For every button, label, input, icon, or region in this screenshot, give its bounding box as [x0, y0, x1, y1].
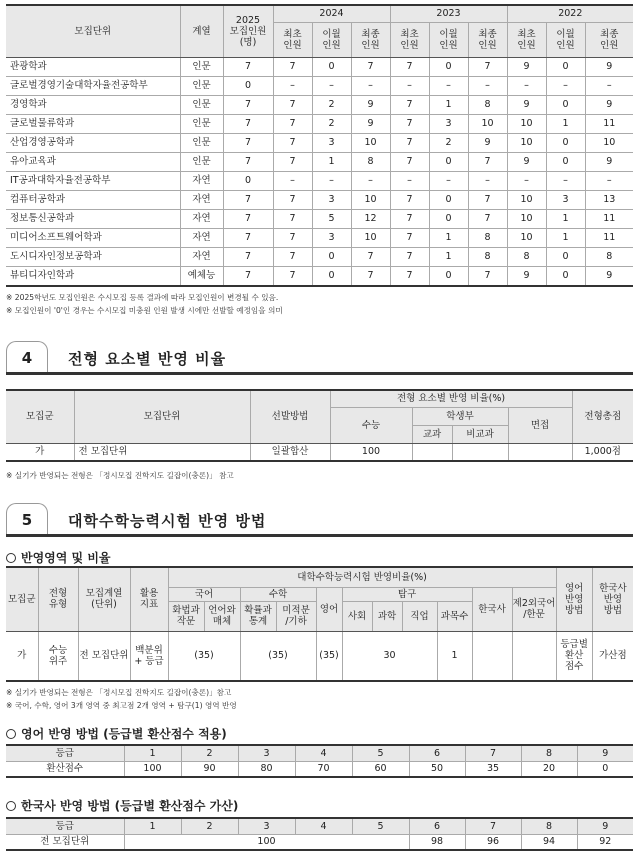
circle-icon — [6, 729, 16, 739]
section-5-header — [6, 503, 633, 537]
cell-value: 10 — [351, 190, 390, 209]
table-row — [6, 114, 633, 133]
cell-value: – — [273, 171, 312, 190]
subheader-2023-0: 최초 인원 — [390, 22, 429, 57]
cell-value: 7 — [223, 247, 273, 266]
cell-value: 0 — [429, 190, 468, 209]
col-nonsubj-header: 비교과 — [452, 425, 508, 443]
col-k1-header: 화법과 작문 — [168, 601, 204, 631]
cell-kor: (35) — [168, 631, 240, 681]
score-grade-3: 80 — [238, 761, 295, 777]
cell-value: 0 — [429, 266, 468, 286]
grade-8: 8 — [521, 745, 577, 761]
cell-value: – — [429, 76, 468, 95]
cell-track: 자연 — [180, 209, 223, 228]
cell-value: 11 — [585, 228, 633, 247]
cell-value: 7 — [273, 133, 312, 152]
subheader-2023-1: 이월 인원 — [429, 22, 468, 57]
subheader-2022-1: 이월 인원 — [546, 22, 585, 57]
grade-7: 7 — [465, 745, 521, 761]
cell-value: – — [468, 171, 507, 190]
score-grade-1: 100 — [124, 761, 181, 777]
grade-4: 4 — [295, 745, 352, 761]
col-unit-header: 모집단위 — [74, 390, 250, 443]
cell-value: 7 — [273, 95, 312, 114]
cell-value: 12 — [351, 209, 390, 228]
col-track-header: 계열 — [180, 5, 223, 57]
cell-value: 0 — [312, 266, 351, 286]
grade-5: 5 — [352, 818, 409, 834]
selection-ratio-table — [6, 389, 633, 462]
cell-value: 3 — [312, 133, 351, 152]
subheader-2024-0: 최초 인원 — [273, 22, 312, 57]
cell-interview — [508, 443, 572, 461]
cell-unit: 경영학과 — [6, 95, 180, 114]
cell-value: 3 — [546, 190, 585, 209]
cell-value: 7 — [273, 190, 312, 209]
cell-track: 인문 — [180, 76, 223, 95]
cell-value: 1 — [429, 228, 468, 247]
cell-value: – — [546, 171, 585, 190]
cell-unit: 뷰티디자인학과 — [6, 266, 180, 286]
cell-value: 10 — [585, 133, 633, 152]
score-grade-9: 0 — [577, 761, 633, 777]
cell-value: 1 — [546, 114, 585, 133]
circle-icon — [6, 801, 16, 811]
cell-value: 9 — [507, 152, 546, 171]
subsection-ratio: 반영영역 및 비율 — [6, 549, 111, 566]
cell-track: 자연 — [180, 190, 223, 209]
cell-value: 9 — [585, 266, 633, 286]
grade-2: 2 — [181, 745, 238, 761]
cell-value: – — [507, 76, 546, 95]
cell-value: 7 — [468, 57, 507, 76]
col-i1-header: 사회 — [342, 601, 372, 631]
cell-value: – — [390, 171, 429, 190]
cell-lang2 — [512, 631, 556, 681]
cell-value: 0 — [546, 247, 585, 266]
score-grade-6: 98 — [409, 834, 465, 850]
cell-value: 7 — [390, 228, 429, 247]
cell-value: 7 — [390, 114, 429, 133]
grade-header: 등급 — [6, 818, 124, 834]
col-hist-header: 한국사 — [472, 587, 512, 631]
col-2025-header: 2025 모집인원 (명) — [223, 5, 273, 57]
cell-value: 1 — [429, 247, 468, 266]
col-i3-header: 직업 — [402, 601, 437, 631]
cell-value: 7 — [273, 152, 312, 171]
year-2022-header: 2022 — [507, 5, 633, 22]
cell-value: 7 — [273, 228, 312, 247]
cell-value: 9 — [507, 57, 546, 76]
cell-value: 1 — [429, 95, 468, 114]
cell-value: 8 — [507, 247, 546, 266]
cell-value: 5 — [312, 209, 351, 228]
score-grade-7: 35 — [465, 761, 521, 777]
cell-method: 일괄합산 — [250, 443, 330, 461]
cell-value: 0 — [429, 209, 468, 228]
col-unit-header: 모집계열 (단위) — [78, 567, 130, 631]
cell-track: 자연 — [180, 228, 223, 247]
cell-value: 1 — [546, 209, 585, 228]
cell-value: 2 — [312, 114, 351, 133]
col-i4-header: 과목수 — [437, 601, 472, 631]
cell-track: 인문 — [180, 114, 223, 133]
cell-value: 7 — [223, 228, 273, 247]
col-total-header: 전형총점 — [572, 390, 633, 443]
cell-value: 7 — [390, 57, 429, 76]
unit-label: 전 모집단위 — [6, 834, 124, 850]
cell-unit: 전 모집단위 — [74, 443, 250, 461]
admission-history-table — [6, 4, 633, 287]
cell-value: 7 — [390, 190, 429, 209]
col-hist-method-header: 한국사 반영 방법 — [592, 567, 633, 631]
cell-value: 1 — [546, 228, 585, 247]
subheader-2023-2: 최종 인원 — [468, 22, 507, 57]
cell-unit: 컴퓨터공학과 — [6, 190, 180, 209]
col-math-header: 수학 — [240, 587, 316, 601]
section-title: 전형 요소별 반영 비율 — [68, 350, 227, 368]
cell-value: 7 — [390, 152, 429, 171]
cell-value: 7 — [223, 57, 273, 76]
section-divider — [6, 534, 633, 537]
grade-2: 2 — [181, 818, 238, 834]
cell-value: 0 — [223, 171, 273, 190]
cell-value: 3 — [312, 228, 351, 247]
cell-value: 7 — [223, 133, 273, 152]
cell-inq: 30 — [342, 631, 437, 681]
circle-icon — [6, 553, 16, 563]
cell-value: 7 — [468, 266, 507, 286]
cell-unit: 산업경영공학과 — [6, 133, 180, 152]
table-row — [6, 266, 633, 286]
table-row — [6, 247, 633, 266]
table-row — [6, 95, 633, 114]
cell-sn: 100 — [330, 443, 412, 461]
cell-nonsubj — [452, 443, 508, 461]
note-3b: ※ 국어, 수학, 영어 3개 영역 중 최고점 2개 영역 + 탐구(1) 영역 반영 — [6, 701, 237, 710]
section-4-header — [6, 341, 633, 375]
table-row — [6, 443, 633, 461]
cell-value: 1 — [312, 152, 351, 171]
col-i2-header: 과학 — [372, 601, 402, 631]
grade-1: 1 — [124, 745, 181, 761]
section-number: 4 — [6, 341, 48, 374]
note-1a: ※ 2025학년도 모집인원은 수시모집 등록 결과에 따라 모집인원이 변경될 수 있음. — [6, 293, 279, 302]
cell-value: 0 — [546, 266, 585, 286]
cell-value: 7 — [223, 95, 273, 114]
note-1b: ※ 모집인원이 '0'인 경우는 수시모집 미충원 인원 발생 시에만 선발할 예정임을 의미 — [6, 306, 283, 315]
cell-value: 7 — [390, 209, 429, 228]
cell-value: 7 — [351, 57, 390, 76]
cell-value: 7 — [273, 209, 312, 228]
section-title: 대학수학능력시험 반영 방법 — [68, 512, 267, 530]
grade-6: 6 — [409, 818, 465, 834]
cell-value: 0 — [223, 76, 273, 95]
cell-value: 7 — [351, 247, 390, 266]
cell-type: 수능 위주 — [38, 631, 78, 681]
cell-value: – — [429, 171, 468, 190]
csat-ratio-header: 대학수학능력시험 반영비율(%) — [168, 567, 556, 587]
col-subj-header: 교과 — [412, 425, 452, 443]
cell-value: 7 — [223, 190, 273, 209]
cell-hist-method: 가산점 — [592, 631, 633, 681]
cell-track: 예체능 — [180, 266, 223, 286]
cell-value: – — [585, 171, 633, 190]
cell-value: 0 — [429, 57, 468, 76]
cell-value: 9 — [507, 95, 546, 114]
cell-value: 2 — [429, 133, 468, 152]
cell-value: 8 — [468, 247, 507, 266]
cell-inq-count: 1 — [437, 631, 472, 681]
cell-value: 8 — [585, 247, 633, 266]
cell-value: 7 — [273, 57, 312, 76]
col-kor-header: 국어 — [168, 587, 240, 601]
english-score-table — [6, 744, 633, 778]
subheader-2024-2: 최종 인원 — [351, 22, 390, 57]
cell-value: 3 — [312, 190, 351, 209]
table-row — [6, 171, 633, 190]
cell-track: 자연 — [180, 171, 223, 190]
grade-4: 4 — [295, 818, 352, 834]
cell-value: 7 — [351, 266, 390, 286]
col-group-header: 모집군 — [6, 390, 74, 443]
score-grade-8: 94 — [521, 834, 577, 850]
cell-track: 자연 — [180, 247, 223, 266]
cell-unit: 글로벌경영기술대학자율전공학부 — [6, 76, 180, 95]
cell-value: 9 — [585, 95, 633, 114]
score-grade-5: 60 — [352, 761, 409, 777]
history-score-table — [6, 817, 633, 851]
table-row — [6, 133, 633, 152]
score-grade-4: 70 — [295, 761, 352, 777]
cell-value: – — [585, 76, 633, 95]
grade-7: 7 — [465, 818, 521, 834]
year-2023-header: 2023 — [390, 5, 507, 22]
cell-group: 가 — [6, 443, 74, 461]
score-grade-2: 90 — [181, 761, 238, 777]
cell-value: 7 — [468, 190, 507, 209]
cell-value: – — [351, 76, 390, 95]
cell-value: – — [312, 76, 351, 95]
cell-math: (35) — [240, 631, 316, 681]
cell-track: 인문 — [180, 57, 223, 76]
cell-value: 0 — [546, 57, 585, 76]
table-row — [6, 190, 633, 209]
cell-group: 가 — [6, 631, 38, 681]
col-school-header: 학생부 — [412, 407, 508, 425]
cell-value: 7 — [390, 247, 429, 266]
cell-value: 7 — [390, 133, 429, 152]
score-cell-1-5: 100 — [124, 834, 409, 850]
cell-value: 10 — [468, 114, 507, 133]
cell-value: 7 — [468, 152, 507, 171]
cell-unit: 전 모집단위 — [78, 631, 130, 681]
table-row — [6, 631, 633, 681]
cell-value: 3 — [429, 114, 468, 133]
cell-value: – — [507, 171, 546, 190]
grade-3: 3 — [238, 745, 295, 761]
cell-value: 7 — [223, 209, 273, 228]
score-grade-6: 50 — [409, 761, 465, 777]
col-group-header: 모집군 — [6, 567, 38, 631]
cell-value: – — [390, 76, 429, 95]
cell-value: 2 — [312, 95, 351, 114]
cell-value: 7 — [273, 114, 312, 133]
cell-unit: 유아교육과 — [6, 152, 180, 171]
cell-value: – — [468, 76, 507, 95]
col-type-header: 전형 유형 — [38, 567, 78, 631]
score-label: 환산점수 — [6, 761, 124, 777]
section-number: 5 — [6, 503, 48, 536]
cell-value: – — [351, 171, 390, 190]
score-grade-7: 96 — [465, 834, 521, 850]
col-unit-header: 모집단위 — [6, 5, 180, 57]
cell-value: 9 — [468, 133, 507, 152]
table-row — [6, 209, 633, 228]
table-row — [6, 152, 633, 171]
subsection-english: 영어 반영 방법 (등급별 환산점수 적용) — [6, 725, 227, 742]
cell-value: 10 — [351, 133, 390, 152]
cell-value: 0 — [546, 133, 585, 152]
cell-value: 10 — [507, 228, 546, 247]
cell-total: 1,000점 — [572, 443, 633, 461]
cell-value: 9 — [351, 95, 390, 114]
cell-value: 9 — [351, 114, 390, 133]
cell-eng-method: 등급별 환산 점수 — [556, 631, 592, 681]
cell-value: – — [273, 76, 312, 95]
cell-value: 8 — [351, 152, 390, 171]
cell-value: 7 — [223, 266, 273, 286]
cell-value: 11 — [585, 114, 633, 133]
cell-value: 7 — [223, 114, 273, 133]
col-sn-header: 수능 — [330, 407, 412, 443]
cell-value: 10 — [507, 190, 546, 209]
cell-subj — [412, 443, 452, 461]
grade-9: 9 — [577, 745, 633, 761]
cell-value: 7 — [273, 247, 312, 266]
cell-value: 7 — [390, 266, 429, 286]
cell-value: 10 — [507, 114, 546, 133]
cell-value: 10 — [507, 133, 546, 152]
cell-value: 7 — [468, 209, 507, 228]
cell-value: – — [546, 76, 585, 95]
cell-track: 인문 — [180, 95, 223, 114]
col-eng-method-header: 영어 반영 방법 — [556, 567, 592, 631]
cell-value: 7 — [390, 95, 429, 114]
grade-6: 6 — [409, 745, 465, 761]
cell-value: 8 — [468, 95, 507, 114]
csat-ratio-table — [6, 566, 633, 682]
col-method-header: 선발방법 — [250, 390, 330, 443]
subheader-2022-2: 최종 인원 — [585, 22, 633, 57]
subheader-2024-1: 이월 인원 — [312, 22, 351, 57]
cell-unit: 관광학과 — [6, 57, 180, 76]
cell-unit: 미디어소프트웨어학과 — [6, 228, 180, 247]
table-row — [6, 228, 633, 247]
cell-value: 0 — [429, 152, 468, 171]
col-m2-header: 미적분 /기하 — [276, 601, 316, 631]
cell-value: 10 — [351, 228, 390, 247]
cell-unit: 글로벌물류학과 — [6, 114, 180, 133]
cell-value: 0 — [312, 57, 351, 76]
cell-unit: 정보통신공학과 — [6, 209, 180, 228]
col-eng-header: 영어 — [316, 587, 342, 631]
cell-value: 10 — [507, 209, 546, 228]
cell-value: 13 — [585, 190, 633, 209]
subheader-2022-0: 최초 인원 — [507, 22, 546, 57]
cell-index: 백분위 + 등급 — [130, 631, 168, 681]
cell-value: 0 — [546, 152, 585, 171]
score-grade-9: 92 — [577, 834, 633, 850]
cell-value: 9 — [585, 57, 633, 76]
cell-value: 0 — [312, 247, 351, 266]
cell-value: 0 — [546, 95, 585, 114]
grade-5: 5 — [352, 745, 409, 761]
year-2024-header: 2024 — [273, 5, 390, 22]
col-interview-header: 면접 — [508, 407, 572, 443]
cell-unit: 도시디자인정보공학과 — [6, 247, 180, 266]
cell-track: 인문 — [180, 152, 223, 171]
subsection-history: 한국사 반영 방법 (등급별 환산점수 가산) — [6, 797, 238, 814]
cell-track: 인문 — [180, 133, 223, 152]
cell-value: 7 — [223, 152, 273, 171]
cell-value: 8 — [468, 228, 507, 247]
col-k2-header: 언어와 매체 — [204, 601, 240, 631]
grade-1: 1 — [124, 818, 181, 834]
note-2: ※ 실기가 반영되는 전형은 「정시모집 진학지도 길잡이(충론)」 참고 — [6, 471, 234, 480]
cell-eng: (35) — [316, 631, 342, 681]
cell-value: 9 — [585, 152, 633, 171]
col-m1-header: 확률과 통계 — [240, 601, 276, 631]
grade-9: 9 — [577, 818, 633, 834]
col-inq-header: 탐구 — [342, 587, 472, 601]
note-3a: ※ 실기가 반영되는 전형은 「정시모집 진학지도 길잡이(충론)」참고 — [6, 688, 232, 697]
cell-value: – — [312, 171, 351, 190]
col-index-header: 활용 지표 — [130, 567, 168, 631]
cell-value: 7 — [273, 266, 312, 286]
grade-header: 등급 — [6, 745, 124, 761]
score-grade-8: 20 — [521, 761, 577, 777]
ratio-header: 전형 요소별 반영 비율(%) — [330, 390, 572, 407]
col-lang2-header: 제2외국어 /한문 — [512, 587, 556, 631]
grade-3: 3 — [238, 818, 295, 834]
grade-8: 8 — [521, 818, 577, 834]
table-row — [6, 57, 633, 76]
cell-hist — [472, 631, 512, 681]
cell-value: 9 — [507, 266, 546, 286]
table-row — [6, 76, 633, 95]
section-divider — [6, 372, 633, 375]
cell-unit: IT공과대학자율전공학부 — [6, 171, 180, 190]
cell-value: 11 — [585, 209, 633, 228]
